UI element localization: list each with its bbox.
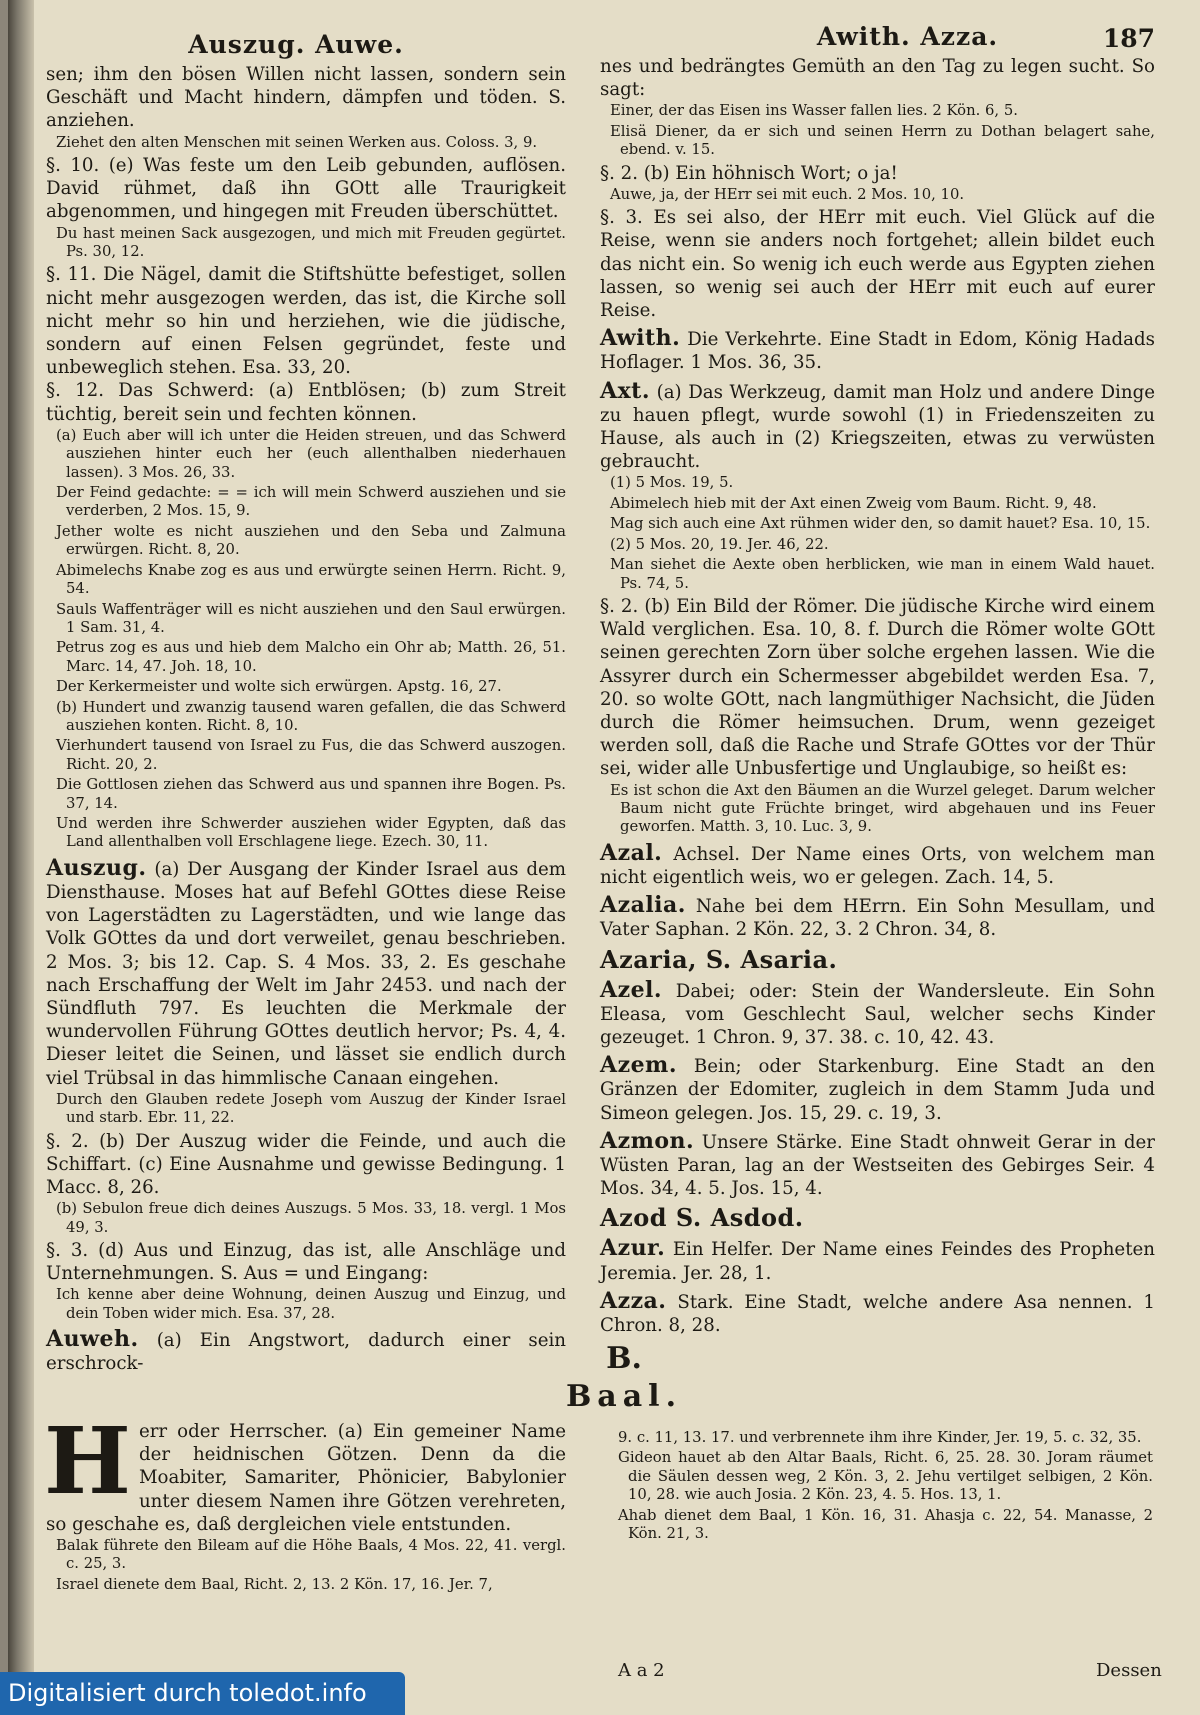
right-column: [600, 22, 1155, 1336]
right-column-body: [600, 55, 1155, 1337]
digitization-credit-banner: Digitalisiert durch toledot.info: [0, 1672, 405, 1715]
paragraph: §. 10. (e) Was feste um den Leib gebunden, auflösen. David rühmet, daß ihn GOtt alle Traurigkeit abgenommen, und hingegen mit Freuden überschüttet.: [46, 155, 566, 223]
entry-text: Dabei; oder: Stein der Wandersleute. Ein Sohn Eleasa, vom Geschlecht Saul, welcher sechs Kinder gezeuget. 1 Chron. 9, 37. 38. c. 10, 42. 43.: [600, 980, 1155, 1048]
left-column: [46, 30, 566, 1375]
entry-text: Die Verkehrte. Eine Stadt in Edom, König Hadads Hoflager. 1 Mos. 36, 35.: [600, 329, 1155, 374]
entry-headword: Azza.: [600, 1287, 667, 1314]
citation: (b) Hundert und zwanzig tausend waren gefallen, die das Schwerd ausziehen konten. Richt. 8, 10.: [56, 698, 566, 734]
entry-text: Ein Helfer. Der Name eines Feindes des Propheten Jeremia. Jer. 28, 1.: [600, 1239, 1155, 1284]
baal-right-column: [608, 1428, 1153, 1545]
citation: 9. c. 11, 13. 17. und verbrennete ihm ihre Kinder, Jer. 19, 5. c. 32, 35.: [618, 1429, 1142, 1446]
page-number: 187: [1102, 24, 1155, 53]
dictionary-entry: [46, 854, 566, 1090]
running-head-right: Awith. Azza.: [816, 22, 999, 51]
entry-text: (a) Das Werkzeug, damit man Holz und andere Dinge zu hauen pflegt, wurde sowohl (1) in Friedenszeiten zu Hause, als auch in (2) Kriegszeiten, etwas zu verwüsten gebraucht.: [600, 381, 1155, 473]
entry-headword: Auszug.: [46, 854, 147, 881]
signature-mark: A a 2: [618, 1660, 665, 1681]
citation: (b) Sebulon freue dich deines Auszugs. 5 Mos. 33, 18. vergl. 1 Mos 49, 3.: [56, 1200, 566, 1236]
citation: Abimelech hieb mit der Axt einen Zweig vom Baum. Richt. 9, 48.: [610, 494, 1097, 512]
dictionary-entry: [600, 1054, 1155, 1125]
citation: Durch den Glauben redete Joseph vom Auszug der Kinder Israel und starb. Ebr. 11, 22.: [56, 1090, 566, 1127]
dictionary-entry: [600, 377, 1155, 474]
paragraph: §. 12. Das Schwerd: (a) Entblösen; (b) zum Streit tüchtig, bereit sein und fechten können.: [46, 380, 566, 425]
citation: (a) Euch aber will ich unter die Heiden streuen, und das Schwerd ausziehen hinter euch her (euch allenthalben niederhauen lassen). 3 Mos. 26, 33.: [56, 426, 566, 481]
entry-headword: Azalia.: [600, 892, 686, 919]
section-title: Baal.: [565, 1379, 683, 1414]
entry-text: (a) Der Ausgang der Kinder Israel aus dem Diensthause. Moses hat auf Befehl GOttes diese Reise von Lagerstädten zu Lagerstädten, und wie lange das Volk GOttes da und dort verweilet, genau beschrieben. 2 Mos. 3; bis 12. Cap. S. 4 Mos. 33, 2. Es geschahe nach Erschaffung der Welt im Jahr 2453. und nach der Sündfluth 797. Es leuchten die Merkmale der wundervollen Führung GOttes deutlich hervor; Ps. 4, 4. Dieser leitet die Seinen, und lässet sie endlich durch viel Trübsal in das himmlische Canaan eingehen.: [46, 858, 566, 1089]
citation: Sauls Waffenträger will es nicht ausziehen und den Saul erwürgen. 1 Sam. 31, 4.: [56, 600, 566, 636]
dictionary-entry: [600, 1287, 1155, 1337]
citation: Man siehet die Aexte oben herblicken, wie man in einem Wald hauet. Ps. 74, 5.: [610, 556, 1155, 592]
citation: Der Feind gedachte: = = ich will mein Schwerd ausziehen und sie verderben, 2 Mos. 15, 9.: [56, 484, 566, 520]
left-column-body: [46, 63, 566, 1376]
citation: Ahab dienet dem Baal, 1 Kön. 16, 31. Ahasja c. 22, 54. Manasse, 2 Kön. 21, 3.: [618, 1506, 1153, 1543]
entry-text: Achsel. Der Name eines Orts, von welchem man nicht eigentlich weis, wo er gelegen. Zach. 14, 5.: [600, 843, 1155, 888]
citation: (2) 5 Mos. 20, 19. Jer. 46, 22.: [610, 535, 829, 553]
citation: Du hast meinen Sack ausgezogen, und mich mit Freuden gegürtet. Ps. 30, 12.: [56, 224, 566, 261]
entry-text: Bein; oder Starkenburg. Eine Stadt an den Gränzen der Edomiter, zugleich in dem Stamm Juda und Simeon gelegen. Jos. 15, 29. c. 19, 3.: [600, 1056, 1155, 1124]
citation: Petrus zog es aus und hieb dem Malcho ein Ohr ab; Matth. 26, 51. Marc. 14, 47. Joh. 18, 10.: [56, 639, 566, 675]
entry-text: (a) Ein Angstwort, dadurch einer sein erschrock-: [46, 1330, 566, 1375]
paragraph: §. 2. (b) Ein höhnisch Wort; o ja!: [600, 162, 898, 184]
entry-headword: Azal.: [600, 839, 663, 866]
running-head-left: Auszug. Auwe.: [188, 30, 404, 59]
entry-headword: Azem.: [600, 1052, 677, 1079]
paragraph: §. 3. Es sei also, der HErr mit euch. Viel Glück auf die Reise, wenn sie anders noch fortgehet; allein bildet euch das nicht ein. So wenig ich euch werde aus Egypten ziehen lassen, so wenig sei auch der HErr mit euch auf eurer Reise.: [600, 207, 1155, 322]
paragraph: §. 2. (b) Der Auszug wider die Feinde, und auch die Schiffart. (c) Eine Ausnahme und gewisse Bedingung. 1 Macc. 8, 26.: [46, 1130, 566, 1199]
citation: Der Kerkermeister und wolte sich erwürgen. Apstg. 16, 27.: [56, 678, 502, 696]
entry-headword: Azmon.: [600, 1127, 695, 1154]
dictionary-entry: [600, 1237, 1155, 1284]
paragraph: §. 11. Die Nägel, damit die Stiftshütte befestiget, sollen nicht mehr ausgezogen werden, das ist, die Kirche soll nicht mehr so hin und herziehen, wie die jüdische, sondern auf einen Felsen gegründet, feste und unbeweglich stehen. Esa. 33, 20.: [46, 264, 566, 379]
citation: (1) 5 Mos. 19, 5.: [610, 474, 734, 492]
paragraph: sen; ihm den bösen Willen nicht lassen, sondern sein Geschäft und Macht hindern, dämpfen und töden. S. anziehen.: [46, 64, 566, 132]
entry-headword: Azel.: [600, 976, 663, 1003]
citation: Auwe, ja, der HErr sei mit euch. 2 Mos. 10, 10.: [610, 185, 965, 203]
section-b-heading: [8, 1340, 1200, 1416]
entry-headword: Azur.: [600, 1235, 666, 1262]
entry-headword: Awith.: [600, 325, 681, 352]
citation: Abimelechs Knabe zog es aus und erwürgte seinen Herrn. Richt. 9, 54.: [56, 561, 566, 598]
citation: Jether wolte es nicht ausziehen und den Seba und Zalmuna erwürgen. Richt. 8, 20.: [56, 522, 566, 559]
entry-headword: Axt.: [600, 377, 651, 404]
section-letter: B.: [606, 1341, 642, 1376]
citation: Und werden ihre Schwerder ausziehen wider Egypten, daß das Land allenthalben voll Erschlagene liege. Ezech. 30, 11.: [56, 814, 566, 851]
citation: Einer, der das Eisen ins Wasser fallen lies. 2 Kön. 6, 5.: [610, 102, 1018, 120]
entry-text: Unsere Stärke. Eine Stadt ohnweit Gerar in der Wüsten Paran, lag an der Westseiten des Gebirges Seir. 4 Mos. 34, 4. 5. Jos. 15, 4.: [600, 1131, 1155, 1200]
citation: Es ist schon die Axt den Bäumen an die Wurzel geleget. Darum welcher Baum nicht gute Früchte bringet, wird abgehauen und ins Feuer geworfen. Matth. 3, 10. Luc. 3, 9.: [610, 781, 1155, 836]
paragraph: §. 2. (b) Ein Bild der Römer. Die jüdische Kirche wird einem Wald verglichen. Esa. 10, 8. f. Durch die Römer wolte GOtt seinen gerechten Zorn über solche ergehen lassen. Wie die Assyrer durch ein Schermesser abgebildet werden Esa. 7, 20. so wolte GOtt, nach langmüthiger Nachsicht, die Jüden durch die Römer heimsuchen. Drum, wenn gezeiget werden soll, daß die Rache und Strafe GOttes vor der Thür sei, wider alle Unbusfertige und Unglaubige, so heißt es:: [600, 595, 1155, 780]
entry-text: Stark. Eine Stadt, welche andere Asa nennen. 1 Chron. 8, 28.: [600, 1291, 1155, 1336]
citation: Israel dienete dem Baal, Richt. 2, 13. 2 Kön. 17, 16. Jer. 7,: [56, 1575, 493, 1593]
entry-text: Nahe bei dem HErrn. Ein Sohn Mesullam, und Vater Saphan. 2 Kön. 22, 3. 2 Chron. 34, 8.: [600, 896, 1155, 941]
catchword: Dessen: [1096, 1660, 1162, 1681]
baal-intro: [44, 1407, 566, 1536]
citation: Die Gottlosen ziehen das Schwerd aus und spannen ihre Bogen. Ps. 37, 14.: [56, 776, 566, 812]
citation: Mag sich auch eine Axt rühmen wider den, so damit hauet? Esa. 10, 15.: [610, 515, 1151, 533]
baal-left-column: [44, 1407, 566, 1596]
dictionary-entry: [600, 327, 1155, 374]
citation: Balak führete den Bileam auf die Höhe Baals, 4 Mos. 22, 41. vergl. c. 25, 3.: [56, 1537, 566, 1573]
entry-headword: Azaria, S. Asaria.: [600, 944, 838, 974]
dictionary-entry: [600, 894, 1155, 941]
citation: Gideon hauet ab den Altar Baals, Richt. 6, 25. 28. 30. Joram räumet die Säulen dessen weg, 2 Kön. 3, 2. Jehu vertilget selbigen, 2 Kön. 10, 28. wie auch Josia. 2 Kön. 23, 4. 5. Hos. 13, 1.: [618, 1449, 1153, 1504]
dictionary-entry: [600, 839, 1155, 889]
dictionary-entry: [600, 976, 1155, 1050]
citation: Vierhundert tausend von Israel zu Fus, die das Schwerd auszogen. Richt. 20, 2.: [56, 737, 566, 773]
drop-cap: H: [44, 1407, 131, 1515]
paragraph: nes und bedrängtes Gemüth an den Tag zu legen sucht. So sagt:: [600, 56, 1155, 101]
citation: Ziehet den alten Menschen mit seinen Werken aus. Coloss. 3, 9.: [56, 133, 538, 151]
entry-headword: Azod S. Asdod.: [600, 1203, 804, 1233]
book-gutter: [8, 0, 34, 1715]
dictionary-entry: [600, 1127, 1155, 1201]
citation: Ich kenne aber deine Wohnung, deinen Auszug und Einzug, und dein Toben wider mich. Esa. 37, 28.: [56, 1286, 566, 1322]
citation: Elisä Diener, da er sich und seinen Herrn zu Dothan belagert sahe, ebend. v. 15.: [610, 122, 1155, 159]
entry-headword: Auweh.: [46, 1326, 139, 1353]
paragraph: §. 3. (d) Aus und Einzug, das ist, alle Anschläge und Unternehmungen. S. Aus = und Eingang:: [46, 1240, 566, 1285]
baal-intro-text: err oder Herrscher. (a) Ein gemeiner Name der heidnischen Götzen. Denn da die Moabiter, Samariter, Phönicier, Babylonier unter diesem Namen ihre Götzen verehreten, so geschahe es, daß dergleichen viele entstunden.: [46, 1421, 566, 1535]
scanned-page: [8, 0, 1200, 1715]
